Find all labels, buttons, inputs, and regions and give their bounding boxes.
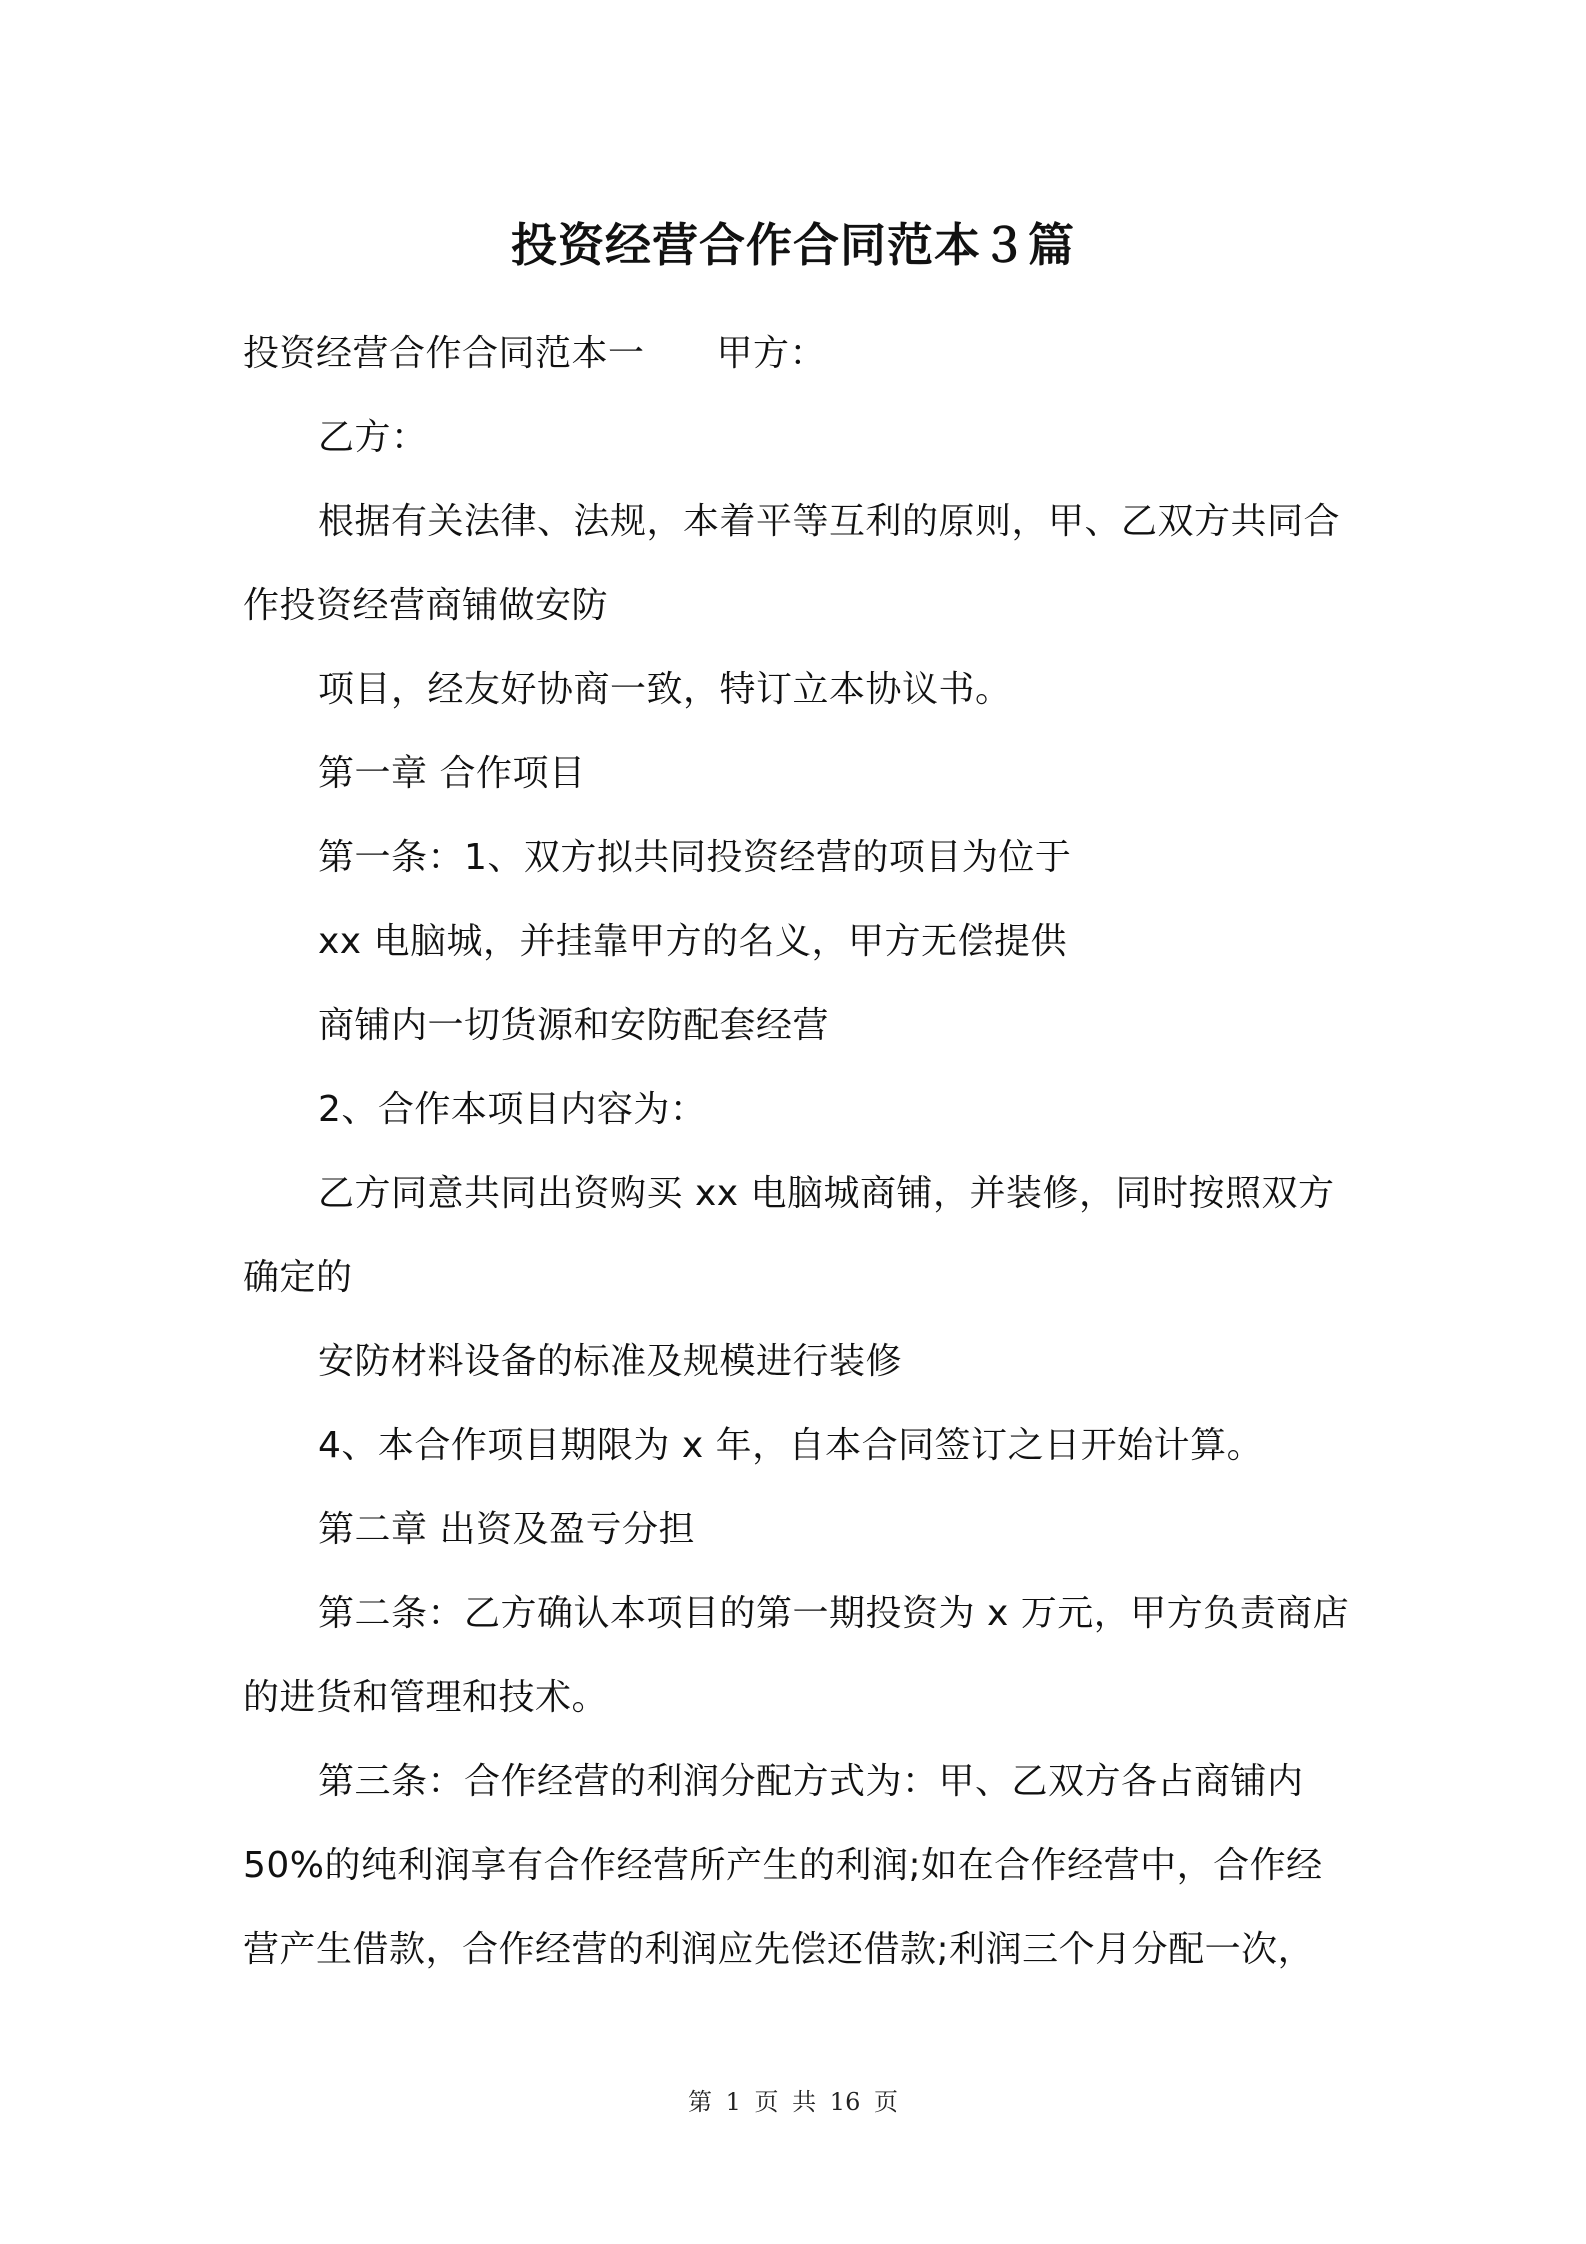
paragraph: 第三条：合作经营的利润分配方式为：甲、乙双方各占商铺内	[318, 1761, 1304, 1802]
chapter-heading: 第二章 出资及盈亏分担	[318, 1509, 695, 1550]
paragraph: 乙方：	[318, 417, 428, 458]
paragraph: 根据有关法律、法规，本着平等互利的原则，甲、乙双方共同合	[318, 501, 1341, 542]
paragraph: 商铺内一切货源和安防配套经营	[318, 1005, 830, 1046]
paragraph: 第二条：乙方确认本项目的第一期投资为 x 万元，甲方负责商店	[318, 1593, 1350, 1634]
paragraph: 安防材料设备的标准及规模进行装修	[318, 1341, 903, 1382]
paragraph: 确定的	[243, 1257, 353, 1298]
paragraph: 第一条：1、双方拟共同投资经营的项目为位于	[318, 837, 1072, 878]
paragraph: 营产生借款，合作经营的利润应先偿还借款;利润三个月分配一次，	[243, 1929, 1315, 1970]
paragraph: 2、合作本项目内容为：	[318, 1089, 707, 1130]
header-row	[243, 330, 826, 378]
paragraph: 乙方同意共同出资购买 xx 电脑城商铺，并装修，同时按照双方	[318, 1173, 1335, 1214]
paragraph: 的进货和管理和技术。	[243, 1677, 609, 1718]
paragraph: 50%的纯利润享有合作经营所产生的利润;如在合作经营中，合作经	[243, 1845, 1323, 1886]
paragraph: xx 电脑城，并挂靠甲方的名义，甲方无偿提供	[318, 921, 1068, 962]
chapter-heading: 第一章 合作项目	[318, 753, 586, 794]
page-number: 第 1 页 共 16 页	[688, 2088, 898, 2116]
document-title: 投资经营合作合同范本３篇	[511, 218, 1075, 272]
paragraph: 4、本合作项目期限为 x 年，自本合同签订之日开始计算。	[318, 1425, 1264, 1466]
paragraph: 作投资经营商铺做安防	[243, 585, 609, 626]
party-a-label: 甲方：	[716, 333, 827, 374]
contract-heading: 投资经营合作合同范本一	[243, 333, 645, 374]
paragraph: 项目，经友好协商一致，特订立本协议书。	[318, 669, 1012, 710]
